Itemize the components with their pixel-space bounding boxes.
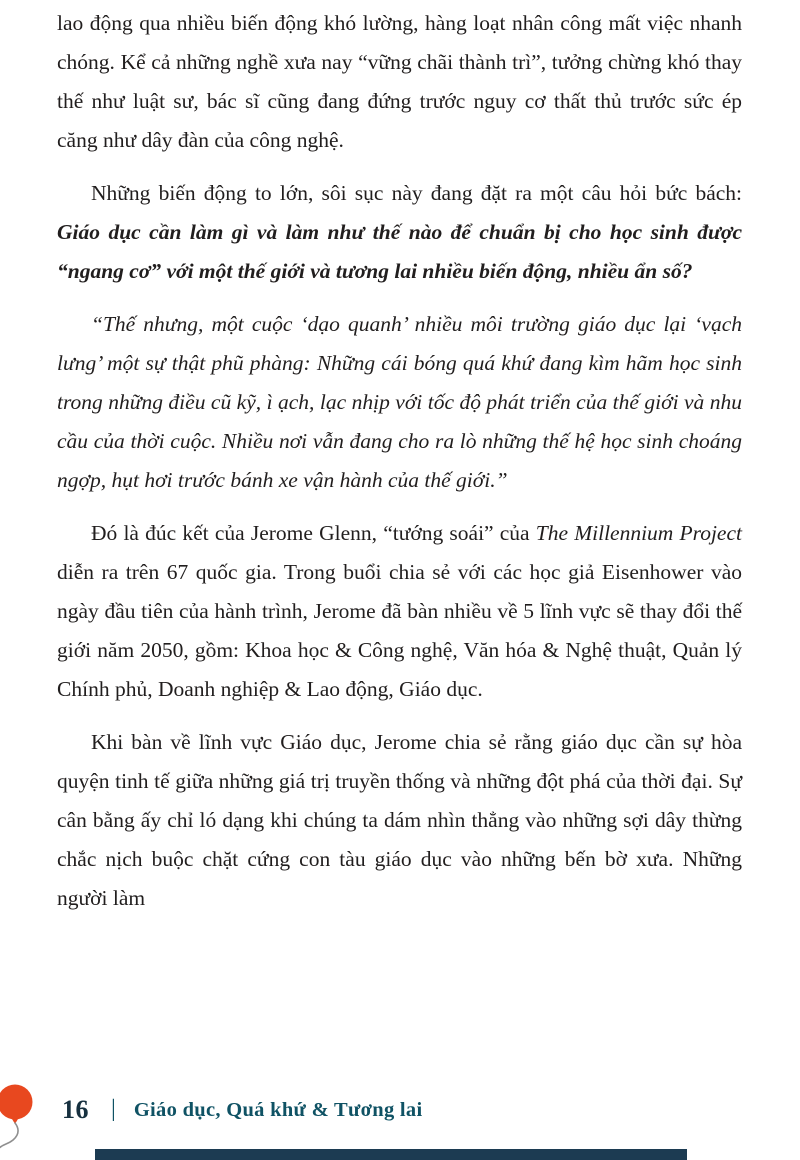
bottom-bar-decoration [95, 1149, 687, 1160]
page-number: 16 [62, 1095, 89, 1124]
emphasized-question: Giáo dục cần làm gì và làm như thế nào để chuẩn bị cho học sinh được “ngang cơ” với một thế giới và tương lai nhiều biến động, nhiều ẩn số? [57, 220, 742, 283]
block-quote-text: “Thế nhưng, một cuộc ‘dạo quanh’ nhiều môi trường giáo dục lại ‘vạch lưng’ một sự thật phũ phàng: Những cái bóng quá khứ đang kìm hãm học sinh trong những điều cũ kỹ, ì ạch, lạc nhịp với tốc độ phát triển của thế giới và nhu cầu của thời cuộc. Nhiều nơi vẫn đang cho ra lò những thế hệ học sinh choáng ngợp, hụt hơi trước bánh xe vận hành của thế giới.” [57, 312, 742, 492]
text-run: Đó là đúc kết của Jerome Glenn, “tướng soái” của [91, 521, 536, 545]
footer-separator: | [111, 1095, 116, 1122]
paragraph-5 [57, 723, 742, 918]
running-title: Giáo dục, Quá khứ & Tương lai [133, 1098, 423, 1121]
balloon-graphic [0, 1082, 54, 1158]
paragraph-1 [57, 4, 742, 160]
paragraph-3-quote [57, 305, 742, 500]
page-footer [62, 1090, 422, 1130]
balloon-icon [0, 1082, 54, 1158]
paragraph-2 [57, 174, 742, 291]
text-run: Khi bàn về lĩnh vực Giáo dục, Jerome chia sẻ rằng giáo dục cần sự hòa quyện tinh tế giữa những giá trị truyền thống và những đột phá của thời đại. Sự cân bằng ấy chỉ ló dạng khi chúng ta dám nhìn thẳng vào những sợi dây thừng chắc nịch buộc chặt cứng con tàu giáo dục vào những bến bờ xưa. Những người làm [57, 730, 742, 910]
text-run: Những biến động to lớn, sôi sục này đang đặt ra một câu hỏi bức bách: [91, 181, 742, 205]
text-run: lao động qua nhiều biến động khó lường, hàng loạt nhân công mất việc nhanh chóng. Kể cả những nghề xưa nay “vững chãi thành trì”, tưởng chừng khó thay thế như luật sư, bác sĩ cũng đang đứng trước nguy cơ thất thủ trước sức ép căng như dây đàn của công nghệ. [57, 11, 742, 152]
page-text [57, 4, 742, 932]
text-run: diễn ra trên 67 quốc gia. Trong buổi chia sẻ với các học giả Eisenhower vào ngày đầu tiên của hành trình, Jerome đã bàn nhiều về 5 lĩnh vực sẽ thay đổi thế giới năm 2050, gồm: Khoa học & Công nghệ, Văn hóa & Nghệ thuật, Quản lý Chính phủ, Doanh nghiệp & Lao động, Giáo dục. [57, 560, 742, 701]
paragraph-4 [57, 514, 742, 709]
work-title: The Millennium Project [535, 521, 742, 545]
